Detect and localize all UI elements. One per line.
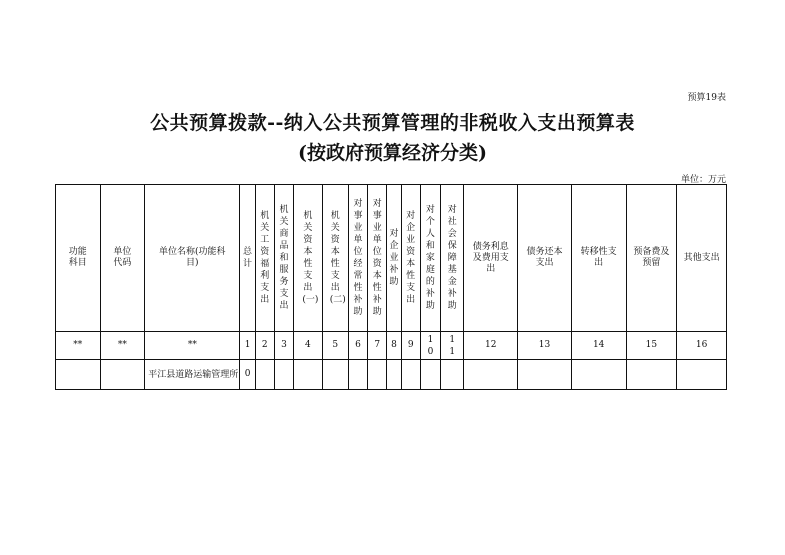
header-cell: 对企业补助: [387, 185, 401, 332]
index-cell: 4: [294, 332, 322, 360]
header-cell: 预备费及预留: [626, 185, 677, 332]
value-cell: [677, 360, 727, 390]
total-cell: 0: [240, 360, 255, 390]
header-cell: 对企业资本性支出: [401, 185, 420, 332]
index-cell: 11: [441, 332, 464, 360]
index-cell: 3: [274, 332, 293, 360]
value-cell: [441, 360, 464, 390]
header-row: [56, 185, 727, 332]
value-cell: [322, 360, 348, 390]
index-cell: 14: [571, 332, 626, 360]
header-cell: 债务利息及费用支出: [464, 185, 518, 332]
header-cell: 机关商品和服务支出: [274, 185, 293, 332]
index-cell: 6: [348, 332, 367, 360]
header-cell: 对社会保障基金补助: [441, 185, 464, 332]
index-cell: 13: [518, 332, 572, 360]
value-cell: [368, 360, 387, 390]
column-index-row: [56, 332, 727, 360]
value-cell: [255, 360, 274, 390]
index-cell: 8: [387, 332, 401, 360]
unit-label: 单位：万元: [680, 175, 726, 185]
header-cell: 对事业单位经常性补助: [348, 185, 367, 332]
index-cell: 16: [677, 332, 727, 360]
header-cell: 机关资本性支出(一): [294, 185, 322, 332]
form-number: 预算19表: [687, 93, 726, 103]
value-cell: [348, 360, 367, 390]
value-cell: [420, 360, 440, 390]
index-cell: 10: [420, 332, 440, 360]
value-cell: [387, 360, 401, 390]
value-cell: [518, 360, 572, 390]
header-cell: 对事业单位资本性补助: [368, 185, 387, 332]
header-cell: 总计: [240, 185, 255, 332]
index-cell: **: [56, 332, 101, 360]
page-subtitle: (按政府预算经济分类): [298, 142, 487, 164]
header-cell: 机关资本性支出(二): [322, 185, 348, 332]
value-cell: [464, 360, 518, 390]
header-cell: 机关工资福利支出: [255, 185, 274, 332]
index-cell: 15: [626, 332, 677, 360]
header-cell: 单位代码: [100, 185, 145, 332]
unit-code-cell: [100, 360, 145, 390]
index-cell: **: [145, 332, 240, 360]
index-cell: 2: [255, 332, 274, 360]
header-cell: 对个人和家庭的补助: [420, 185, 440, 332]
index-cell: 1: [240, 332, 255, 360]
index-cell: 7: [368, 332, 387, 360]
table-row: [56, 360, 727, 390]
index-cell: **: [100, 332, 145, 360]
value-cell: [274, 360, 293, 390]
function-code-cell: [56, 360, 101, 390]
value-cell: [626, 360, 677, 390]
budget-table: [55, 184, 727, 390]
header-cell: 功能科目: [56, 185, 101, 332]
header-cell: 其他支出: [677, 185, 727, 332]
value-cell: [294, 360, 322, 390]
header-cell: 债务还本支出: [518, 185, 572, 332]
value-cell: [401, 360, 420, 390]
index-cell: 9: [401, 332, 420, 360]
index-cell: 12: [464, 332, 518, 360]
value-cell: [571, 360, 626, 390]
page-title: 公共预算拨款--纳入公共预算管理的非税收入支出预算表: [150, 112, 635, 134]
index-cell: 5: [322, 332, 348, 360]
header-cell: 转移性支出: [571, 185, 626, 332]
unit-name-cell: 平江县道路运输管理所: [145, 360, 240, 390]
header-cell: 单位名称(功能科目): [145, 185, 240, 332]
